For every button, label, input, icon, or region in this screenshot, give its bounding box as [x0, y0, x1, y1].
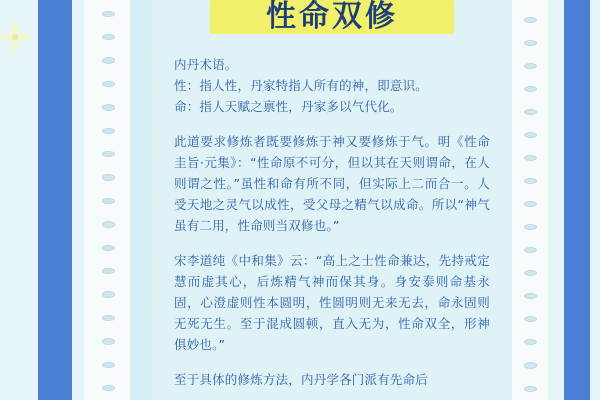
punch-hole	[524, 17, 537, 23]
right-blue-stripe	[564, 0, 590, 400]
left-punch-hole-column	[99, 0, 117, 400]
punch-hole	[524, 362, 537, 368]
punch-hole	[102, 11, 115, 17]
punch-hole	[102, 151, 115, 157]
punch-hole	[102, 315, 115, 321]
right-punch-hole-column	[522, 0, 538, 400]
punch-hole	[524, 201, 537, 207]
punch-hole	[102, 81, 115, 87]
punch-hole	[524, 224, 537, 230]
paragraph: 此道要求修炼者既要修炼于神又要修炼于气。明《性命圭旨·元集》：“性命原不可分，但以其在天则谓命，在人则谓之性。”虽性和命有所不同，但实际上二而合一。人受天地之灵气以成性，受父母之精气以成命。所以“神气虽有二用，性命则当双修也。”	[174, 134, 490, 233]
punch-hole	[102, 362, 115, 368]
flower-icon	[0, 22, 30, 52]
punch-hole	[524, 293, 537, 299]
punch-hole	[524, 339, 537, 345]
punch-hole	[524, 178, 537, 184]
punch-hole	[102, 245, 115, 251]
punch-hole	[524, 109, 537, 115]
punch-hole	[524, 247, 537, 253]
paragraph: 性：指人性，丹家特指人所有的神，即意识。	[174, 78, 429, 93]
punch-hole	[524, 386, 537, 392]
page-title: 性命双修	[266, 0, 398, 34]
punch-hole	[524, 63, 537, 69]
punch-hole	[102, 338, 115, 344]
paragraph: 命：指人天赋之禀性，丹家多以气代化。	[174, 99, 403, 114]
punch-hole	[102, 128, 115, 134]
punch-hole	[102, 221, 115, 227]
paragraph: 宋李道纯《中和集》云：“高上之士性命兼达，先持戒定慧而虚其心，后炼精气神而保其身。身安泰则命基永固，心澄虚则性本圆明，性圆明则无来无去，命永固则无死无生。至于混成圆顿，直入无为，性命双全，形神俱妙也。”	[174, 253, 490, 352]
left-cyan-edge	[130, 0, 152, 400]
punch-hole	[102, 268, 115, 274]
article-content	[152, 0, 512, 400]
punch-hole	[524, 132, 537, 138]
punch-hole	[102, 57, 115, 63]
punch-hole	[524, 86, 537, 92]
paragraph: 内丹术语。	[174, 57, 238, 72]
punch-hole	[524, 316, 537, 322]
punch-hole	[524, 155, 537, 161]
punch-hole	[102, 198, 115, 204]
punch-hole	[102, 291, 115, 297]
punch-hole	[102, 104, 115, 110]
punch-hole	[524, 270, 537, 276]
punch-hole	[102, 385, 115, 391]
punch-hole	[102, 34, 115, 40]
paragraph: 至于具体的修炼方法，内丹学各门派有先命后	[174, 372, 429, 387]
punch-hole	[524, 40, 537, 46]
punch-hole	[102, 174, 115, 180]
article-body	[174, 54, 490, 390]
title-block	[174, 0, 490, 40]
left-blue-stripe	[38, 0, 72, 400]
